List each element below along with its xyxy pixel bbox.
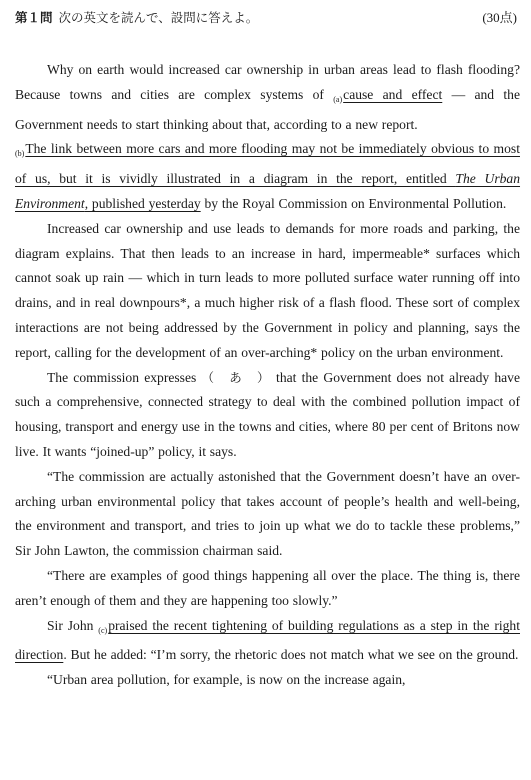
question-points: (30点) [482,10,517,25]
paragraph-4-text: The commission expresses [47,369,202,385]
paragraph-2-text-end: by the Royal Commission on Environmental Pollution. [200,195,507,211]
paragraph-7 [15,614,520,669]
paragraph-8: “Urban area pollution, for example, is now on the increase again, [47,672,406,688]
marker-b: (b) [15,149,25,159]
question-header [15,8,517,28]
paragraph-7-text-end: . But he added: “I’m sorry, the rhetoric does not match what we see on the ground. [63,647,519,663]
paragraph-4-text-end: that the Government does not already have such a comprehensive, connected strategy to deal with the combined pollution impact of housing, transport and energy use in the towns and cities, where 80 per cent of Britons now live. It wants “joined-up” policy, it says. [15,369,520,459]
paragraph-7-text: Sir John [47,617,99,633]
marker-c: (c) [98,625,108,635]
marker-a: (a) [333,94,343,104]
blank-a: （ あ ） [201,369,271,385]
paragraph-4 [15,366,520,465]
underline-b-text: The link between more cars and more flooding may not be immediately obvious to most of us, but it is vividly illustrated in a diagram in the report, entitled [15,141,520,187]
report-title: The Urban Environment [15,171,521,211]
paragraph-5: “The commission are actually astonished that the Government doesn’t have an over-arching urban environmental policy that takes account of people’s health and well-being, the environment and transport, and tries to join up what we do to tackle these problems,” Sir John Lawton, the commission chairman said. [15,468,520,559]
paragraph-3: Increased car ownership and use leads to demands for more roads and parking, the diagram explains. That then leads to an increase in hard, impermeable* surfaces which cannot soak up rain — which in turn leads to more polluted surface water running off into drains, and in real downpours*, a much higher risk of a flash flood. These sort of complex interactions are not being addressed by the Government in policy and planning, says the report, calling for the development of an over-arching* policy on the urban environment. [15,220,520,360]
paragraph-1-text: Why on earth would increased car ownership in urban areas lead to flash flooding? Because towns and cities are complex systems of [15,62,520,102]
paragraph-1 [15,58,520,137]
underline-b-text-end: , published yesterday [84,195,201,211]
passage [15,58,520,693]
paragraph-2 [15,137,520,216]
paragraph-6: “There are examples of good things happening all over the place. The thing is, there aren’t enough of them and they are happening too slowly.” [15,567,520,608]
question-number: 第１問 [15,10,53,25]
paragraph-1-text-end: — and the Government needs to start thinking about that, according to a new report. [15,86,520,132]
question-instruction: 次の英文を読んで、設問に答えよ。 [58,10,259,25]
underline-a: cause and effect [343,86,443,102]
underline-c: praised the recent tightening of building regulations as a step in the right direction [15,617,520,663]
